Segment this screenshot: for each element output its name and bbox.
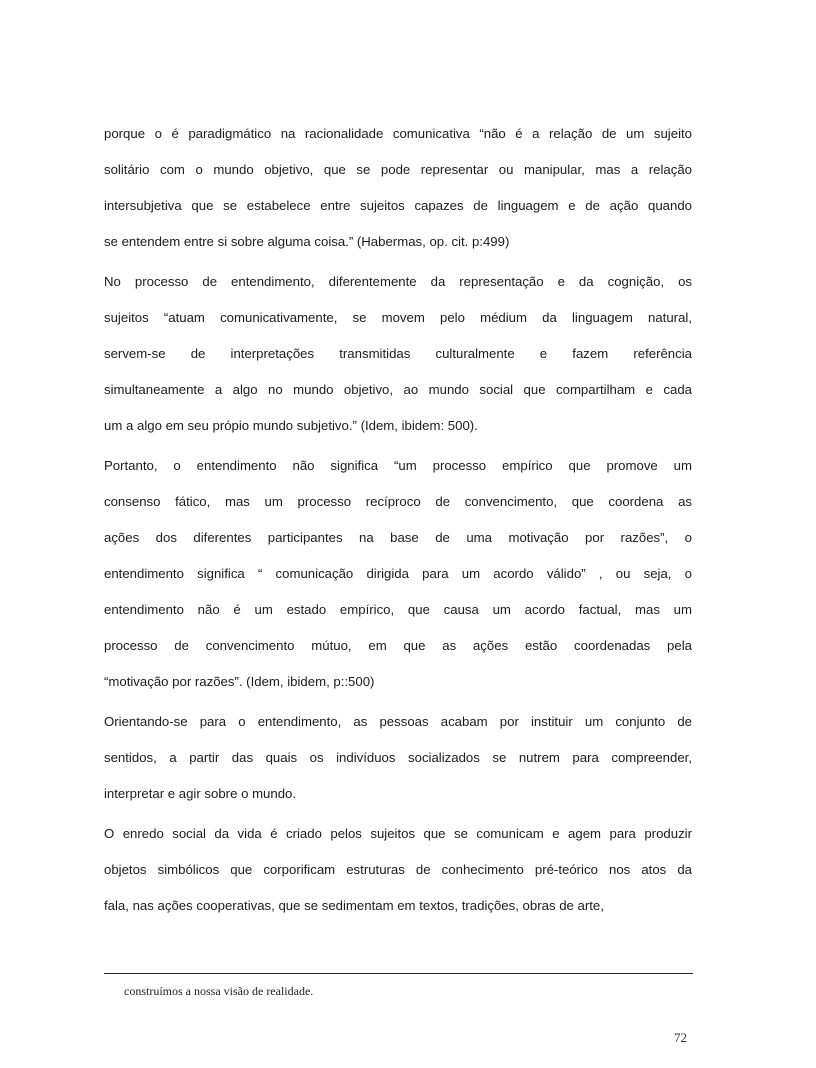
text-line: se entendem entre si sobre alguma coisa.” (Habermas, op. cit. p:499) (104, 234, 510, 249)
text-line: sujeitos “atuam comunicativamente, se movem pelo médium da linguagem natural, (104, 310, 692, 325)
text-line: solitário com o mundo objetivo, que se pode representar ou manipular, mas a relação (104, 162, 692, 177)
text-line: “motivação por razões”. (Idem, ibidem, p::500) (104, 674, 375, 689)
text-line: porque o é paradigmático na racionalidade comunicativa “não é a relação de um sujeito (104, 126, 692, 141)
page-number: 72 (674, 1030, 687, 1045)
text-line: interpretar e agir sobre o mundo. (104, 786, 297, 801)
footnote-separator (104, 973, 693, 974)
text-line: processo de convencimento mútuo, em que as ações estão coordenadas pela (104, 638, 692, 653)
text-line: intersubjetiva que se estabelece entre sujeitos capazes de linguagem e de ação quando (104, 198, 692, 213)
paragraph (104, 704, 692, 812)
text-line: Portanto, o entendimento não significa “um processo empírico que promove um (104, 458, 692, 473)
paragraph (104, 816, 692, 924)
text-line: fala, nas ações cooperativas, que se sedimentam em textos, tradições, obras de arte, (104, 898, 604, 913)
footnote: construímos a nossa visão de realidade. (124, 984, 314, 998)
text-line: ações dos diferentes participantes na base de uma motivação por razões”, o (104, 530, 692, 545)
text-line: entendimento não é um estado empírico, que causa um acordo factual, mas um (104, 602, 692, 617)
paragraph (104, 116, 692, 260)
text-line: sentidos, a partir das quais os indivíduos socializados se nutrem para compreender, (104, 750, 692, 765)
text-line: entendimento significa “ comunicação dirigida para um acordo válido” , ou seja, o (104, 566, 692, 581)
text-line: No processo de entendimento, diferentemente da representação e da cognição, os (104, 274, 692, 289)
text-line: servem-se de interpretações transmitidas culturalmente e fazem referência (104, 346, 692, 361)
text-line: simultaneamente a algo no mundo objetivo, ao mundo social que compartilham e cada (104, 382, 692, 397)
text-line: Orientando-se para o entendimento, as pessoas acabam por instituir um conjunto de (104, 714, 692, 729)
text-line: O enredo social da vida é criado pelos sujeitos que se comunicam e agem para produzir (104, 826, 692, 841)
text-line: objetos simbólicos que corporificam estruturas de conhecimento pré-teórico nos atos da (104, 862, 692, 877)
paragraph (104, 264, 692, 444)
text-line: um a algo em seu própio mundo subjetivo.” (Idem, ibidem: 500). (104, 418, 478, 433)
paragraph (104, 448, 692, 700)
text-line: consenso fático, mas um processo recíproco de convencimento, que coordena as (104, 494, 692, 509)
body-text (104, 116, 692, 928)
